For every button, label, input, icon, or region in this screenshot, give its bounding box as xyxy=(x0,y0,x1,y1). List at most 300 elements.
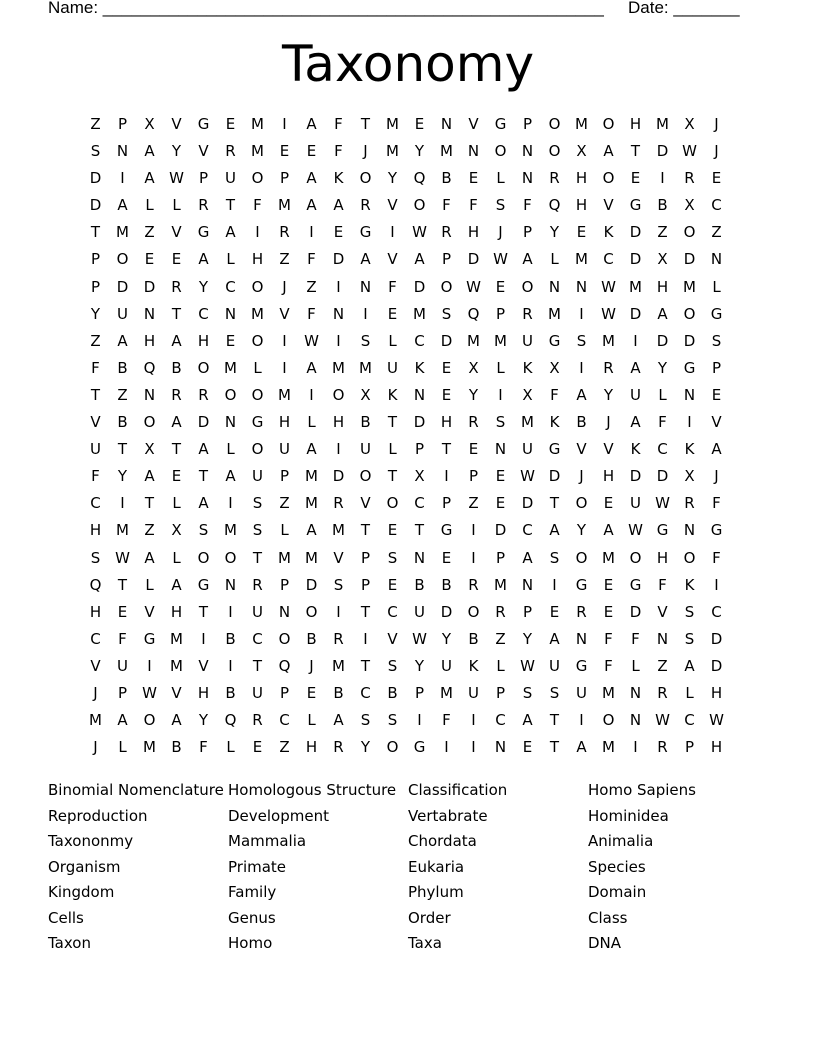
word-bank-item: Domain xyxy=(588,883,647,901)
grid-letter: N xyxy=(413,548,426,567)
grid-letter: I xyxy=(633,331,638,350)
grid-letter: V xyxy=(360,494,371,513)
grid-letter: A xyxy=(225,223,236,242)
grid-letter: A xyxy=(711,440,722,459)
grid-letter: S xyxy=(90,548,101,567)
grid-letter: V xyxy=(387,629,398,648)
grid-letter: S xyxy=(441,304,452,323)
grid-letter: S xyxy=(360,711,371,730)
grid-letter: O xyxy=(386,494,399,513)
grid-letter: F xyxy=(307,304,316,323)
grid-letter: A xyxy=(684,656,695,675)
grid-letter: O xyxy=(602,711,615,730)
grid-letter: X xyxy=(171,521,182,540)
grid-letter: F xyxy=(658,413,667,432)
grid-letter: P xyxy=(522,602,533,621)
grid-letter: C xyxy=(684,711,695,730)
grid-letter: E xyxy=(495,277,506,296)
grid-letter: U xyxy=(117,304,128,323)
grid-row xyxy=(82,490,730,517)
grid-letter: I xyxy=(120,169,125,188)
grid-letter: U xyxy=(252,467,263,486)
grid-letter: I xyxy=(633,738,638,757)
grid-letter: N xyxy=(629,683,642,702)
grid-letter: E xyxy=(144,250,155,269)
grid-letter: F xyxy=(91,467,100,486)
grid-letter: A xyxy=(117,331,128,350)
grid-letter: V xyxy=(333,548,344,567)
grid-letter: Z xyxy=(90,115,101,133)
word-bank-item: Phylum xyxy=(408,883,464,901)
grid-letter: X xyxy=(414,467,425,486)
grid-letter: L xyxy=(118,738,127,757)
grid-letter: L xyxy=(226,738,235,757)
grid-letter: D xyxy=(629,602,642,621)
grid-letter: Y xyxy=(198,277,209,296)
grid-letter: P xyxy=(468,467,479,486)
grid-letter: U xyxy=(117,656,128,675)
grid-letter: P xyxy=(117,683,128,702)
grid-letter: I xyxy=(552,575,557,594)
grid-letter: P xyxy=(441,250,452,269)
grid-letter: I xyxy=(471,738,476,757)
grid-letter: M xyxy=(278,196,291,215)
grid-letter: Q xyxy=(467,304,480,323)
grid-letter: R xyxy=(495,602,506,621)
grid-letter: T xyxy=(441,440,452,459)
grid-letter: K xyxy=(603,223,614,242)
grid-letter: A xyxy=(576,738,587,757)
grid-letter: S xyxy=(387,711,398,730)
grid-letter: I xyxy=(147,656,152,675)
grid-letter: H xyxy=(710,683,723,702)
grid-letter: R xyxy=(576,602,587,621)
word-bank-item: Reproduction xyxy=(48,806,148,825)
grid-row xyxy=(82,436,730,463)
grid-letter: O xyxy=(386,738,399,757)
grid-letter: N xyxy=(413,385,426,404)
grid-letter: S xyxy=(549,683,560,702)
grid-letter: E xyxy=(468,169,479,188)
word-bank-item: Genus xyxy=(228,908,276,927)
grid-letter: A xyxy=(198,250,209,269)
grid-letter: I xyxy=(309,223,314,242)
grid-letter: U xyxy=(279,440,290,459)
grid-letter: T xyxy=(198,467,209,486)
grid-letter: J xyxy=(579,467,584,486)
grid-letter: W xyxy=(520,467,535,486)
grid-letter: M xyxy=(116,223,129,242)
grid-letter: H xyxy=(656,277,669,296)
grid-letter: M xyxy=(413,304,426,323)
grid-letter: E xyxy=(414,115,425,133)
grid-letter: M xyxy=(629,277,642,296)
word-bank-item: Organism xyxy=(48,857,121,876)
grid-letter: I xyxy=(228,494,233,513)
grid-letter: K xyxy=(468,656,479,675)
grid-letter: D xyxy=(467,250,480,269)
grid-letter: V xyxy=(198,656,209,675)
grid-letter: A xyxy=(603,521,614,540)
grid-letter: D xyxy=(629,250,642,269)
grid-letter: C xyxy=(414,331,425,350)
grid-letter: O xyxy=(440,277,453,296)
word-bank xyxy=(48,778,768,957)
grid-letter: N xyxy=(575,277,588,296)
grid-letter: A xyxy=(522,250,533,269)
grid-letter: G xyxy=(629,196,642,215)
grid-letter: D xyxy=(440,602,453,621)
grid-letter: S xyxy=(711,331,722,350)
grid-letter: T xyxy=(387,467,398,486)
grid-letter: A xyxy=(171,575,182,594)
grid-letter: W xyxy=(412,223,427,242)
grid-letter: B xyxy=(441,169,452,188)
grid-letter: Z xyxy=(495,629,506,648)
grid-row xyxy=(82,463,730,490)
word-search-grid xyxy=(82,111,730,761)
grid-letter: S xyxy=(90,142,101,161)
word-bank-item: Kingdom xyxy=(48,883,115,901)
grid-letter: E xyxy=(495,467,506,486)
grid-letter: G xyxy=(629,575,642,594)
grid-letter: N xyxy=(521,575,534,594)
grid-letter: A xyxy=(144,169,155,188)
grid-letter: T xyxy=(360,115,371,133)
grid-letter: V xyxy=(90,413,101,432)
grid-letter: S xyxy=(684,602,695,621)
grid-letter: B xyxy=(468,629,479,648)
word-bank-item: Cells xyxy=(48,908,84,927)
grid-letter: V xyxy=(603,196,614,215)
grid-letter: O xyxy=(251,440,264,459)
grid-letter: Q xyxy=(89,575,102,594)
grid-letter: N xyxy=(521,142,534,161)
grid-letter: A xyxy=(306,358,317,377)
grid-letter: Q xyxy=(224,711,237,730)
grid-row xyxy=(82,545,730,572)
word-bank-item: Family xyxy=(228,883,277,901)
grid-letter: A xyxy=(117,196,128,215)
grid-letter: I xyxy=(228,602,233,621)
grid-letter: V xyxy=(468,115,479,133)
grid-letter: C xyxy=(603,250,614,269)
grid-letter: D xyxy=(710,629,723,648)
grid-letter: L xyxy=(496,656,505,675)
grid-letter: G xyxy=(710,304,723,323)
grid-row xyxy=(82,274,730,301)
grid-letter: K xyxy=(684,575,695,594)
grid-letter: I xyxy=(282,115,287,133)
grid-letter: U xyxy=(549,656,560,675)
grid-letter: E xyxy=(495,494,506,513)
grid-letter: D xyxy=(494,521,507,540)
grid-letter: T xyxy=(117,575,128,594)
grid-letter: O xyxy=(683,304,696,323)
grid-letter: Y xyxy=(549,223,560,242)
grid-letter: F xyxy=(307,250,316,269)
grid-letter: L xyxy=(631,656,640,675)
grid-letter: O xyxy=(413,196,426,215)
grid-letter: A xyxy=(117,711,128,730)
grid-letter: M xyxy=(575,250,588,269)
grid-letter: F xyxy=(91,358,100,377)
grid-letter: D xyxy=(656,142,669,161)
grid-letter: S xyxy=(360,331,371,350)
grid-letter: X xyxy=(684,115,695,133)
grid-letter: E xyxy=(252,738,263,757)
grid-letter: H xyxy=(440,413,453,432)
grid-letter: G xyxy=(197,115,210,133)
grid-letter: F xyxy=(334,142,343,161)
grid-letter: E xyxy=(171,467,182,486)
grid-letter: N xyxy=(278,602,291,621)
grid-letter: Q xyxy=(548,196,561,215)
grid-letter: Z xyxy=(279,250,290,269)
grid-letter: Z xyxy=(468,494,479,513)
grid-letter: J xyxy=(93,683,98,702)
grid-letter: E xyxy=(549,602,560,621)
grid-letter: N xyxy=(143,304,156,323)
grid-row xyxy=(82,572,730,599)
grid-letter: P xyxy=(117,115,128,133)
grid-letter: M xyxy=(386,142,399,161)
grid-letter: T xyxy=(360,602,371,621)
word-bank-item: Taxon xyxy=(48,934,91,952)
grid-letter: I xyxy=(363,304,368,323)
grid-letter: M xyxy=(224,358,237,377)
grid-letter: V xyxy=(387,250,398,269)
grid-letter: Z xyxy=(711,223,722,242)
grid-letter: U xyxy=(90,440,101,459)
grid-letter: L xyxy=(253,358,262,377)
grid-letter: Q xyxy=(143,358,156,377)
grid-letter: T xyxy=(387,413,398,432)
grid-letter: S xyxy=(333,575,344,594)
grid-letter: H xyxy=(89,602,102,621)
grid-letter: J xyxy=(309,656,314,675)
grid-letter: D xyxy=(413,413,426,432)
grid-letter: C xyxy=(387,602,398,621)
grid-letter: C xyxy=(711,602,722,621)
grid-row xyxy=(82,246,730,273)
grid-letter: U xyxy=(441,656,452,675)
grid-letter: L xyxy=(145,196,154,215)
grid-letter: M xyxy=(575,115,588,133)
grid-letter: A xyxy=(306,115,317,133)
grid-letter: N xyxy=(575,629,588,648)
grid-letter: O xyxy=(575,548,588,567)
grid-letter: Y xyxy=(603,385,614,404)
grid-letter: U xyxy=(360,440,371,459)
grid-letter: V xyxy=(387,196,398,215)
grid-letter: N xyxy=(683,521,696,540)
grid-letter: F xyxy=(442,711,451,730)
grid-letter: R xyxy=(603,358,614,377)
grid-letter: H xyxy=(575,169,588,188)
grid-letter: A xyxy=(306,521,317,540)
grid-letter: G xyxy=(251,413,264,432)
grid-letter: H xyxy=(467,223,480,242)
grid-letter: I xyxy=(120,494,125,513)
grid-letter: R xyxy=(549,169,560,188)
grid-letter: O xyxy=(278,629,291,648)
word-bank-item: Homo Sapiens xyxy=(588,781,696,799)
word-bank-item: Homologous Structure xyxy=(228,781,397,799)
grid-letter: D xyxy=(629,304,642,323)
grid-letter: D xyxy=(305,575,318,594)
grid-row xyxy=(82,165,730,192)
grid-letter: I xyxy=(228,656,233,675)
grid-letter: M xyxy=(332,358,345,377)
grid-letter: M xyxy=(170,629,183,648)
grid-letter: O xyxy=(251,277,264,296)
grid-letter: X xyxy=(576,142,587,161)
grid-letter: N xyxy=(548,277,561,296)
grid-letter: D xyxy=(413,277,426,296)
grid-letter: Y xyxy=(117,467,128,486)
grid-letter: M xyxy=(494,331,507,350)
grid-row xyxy=(82,653,730,680)
grid-letter: D xyxy=(197,413,210,432)
grid-letter: M xyxy=(170,656,183,675)
grid-letter: N xyxy=(494,738,507,757)
date-field-line: Date: _______ xyxy=(628,0,740,17)
grid-letter: T xyxy=(549,738,560,757)
grid-letter: A xyxy=(306,440,317,459)
grid-letter: E xyxy=(333,223,344,242)
grid-letter: B xyxy=(117,358,128,377)
grid-letter: M xyxy=(656,115,669,133)
grid-letter: O xyxy=(224,548,237,567)
grid-letter: R xyxy=(171,277,182,296)
grid-letter: E xyxy=(441,358,452,377)
grid-letter: I xyxy=(390,223,395,242)
grid-letter: M xyxy=(683,277,696,296)
grid-letter: C xyxy=(414,494,425,513)
grid-letter: R xyxy=(684,169,695,188)
grid-letter: O xyxy=(197,548,210,567)
grid-letter: M xyxy=(332,521,345,540)
grid-letter: X xyxy=(522,385,533,404)
grid-letter: V xyxy=(657,602,668,621)
grid-letter: Y xyxy=(414,656,425,675)
grid-letter: G xyxy=(359,223,372,242)
grid-letter: I xyxy=(309,385,314,404)
grid-row xyxy=(82,328,730,355)
grid-letter: S xyxy=(684,629,695,648)
grid-letter: S xyxy=(495,196,506,215)
grid-letter: D xyxy=(521,494,534,513)
grid-letter: A xyxy=(630,358,641,377)
grid-letter: B xyxy=(171,738,182,757)
grid-letter: C xyxy=(279,711,290,730)
grid-row xyxy=(82,707,730,734)
grid-letter: N xyxy=(224,575,237,594)
grid-letter: O xyxy=(359,467,372,486)
grid-row xyxy=(82,734,730,761)
grid-letter: X xyxy=(144,115,155,133)
grid-letter: X xyxy=(360,385,371,404)
grid-letter: L xyxy=(496,169,505,188)
grid-letter: I xyxy=(444,467,449,486)
grid-letter: I xyxy=(471,548,476,567)
grid-letter: B xyxy=(360,413,371,432)
grid-letter: Z xyxy=(144,223,155,242)
grid-letter: I xyxy=(363,629,368,648)
grid-letter: P xyxy=(279,683,290,702)
grid-letter: T xyxy=(414,521,425,540)
grid-letter: H xyxy=(251,250,264,269)
grid-letter: N xyxy=(332,304,345,323)
grid-letter: H xyxy=(305,738,318,757)
grid-letter: B xyxy=(225,629,236,648)
word-bank-item: Development xyxy=(228,806,329,825)
grid-letter: E xyxy=(630,169,641,188)
grid-letter: H xyxy=(710,738,723,757)
grid-letter: O xyxy=(629,548,642,567)
grid-letter: P xyxy=(360,575,371,594)
word-bank-item: Vertabrate xyxy=(408,806,488,825)
grid-letter: P xyxy=(684,738,695,757)
grid-letter: T xyxy=(171,304,182,323)
grid-letter: W xyxy=(304,331,319,350)
grid-letter: E xyxy=(441,385,452,404)
grid-letter: U xyxy=(225,169,236,188)
grid-letter: R xyxy=(198,385,209,404)
grid-letter: G xyxy=(683,358,696,377)
grid-letter: U xyxy=(387,358,398,377)
grid-letter: V xyxy=(171,115,182,133)
grid-letter: M xyxy=(440,142,453,161)
grid-letter: N xyxy=(656,629,669,648)
grid-letter: Z xyxy=(144,521,155,540)
grid-letter: P xyxy=(90,250,101,269)
grid-letter: V xyxy=(198,142,209,161)
grid-letter: U xyxy=(522,440,533,459)
grid-row xyxy=(82,680,730,707)
grid-letter: I xyxy=(471,521,476,540)
grid-letter: D xyxy=(629,223,642,242)
grid-letter: J xyxy=(714,142,719,161)
grid-letter: A xyxy=(198,494,209,513)
grid-letter: A xyxy=(198,440,209,459)
grid-letter: G xyxy=(494,115,507,133)
grid-letter: L xyxy=(658,385,667,404)
grid-letter: I xyxy=(336,331,341,350)
grid-letter: M xyxy=(332,656,345,675)
grid-letter: D xyxy=(143,277,156,296)
grid-letter: P xyxy=(522,223,533,242)
grid-letter: E xyxy=(603,602,614,621)
grid-letter: P xyxy=(198,169,209,188)
grid-letter: F xyxy=(469,196,478,215)
grid-letter: D xyxy=(116,277,129,296)
grid-letter: G xyxy=(197,575,210,594)
grid-letter: H xyxy=(170,602,183,621)
grid-letter: P xyxy=(414,683,425,702)
grid-letter: H xyxy=(89,521,102,540)
grid-letter: N xyxy=(494,440,507,459)
grid-letter: O xyxy=(116,250,129,269)
grid-letter: C xyxy=(90,494,101,513)
grid-letter: W xyxy=(655,494,670,513)
grid-letter: U xyxy=(522,331,533,350)
grid-letter: O xyxy=(305,602,318,621)
grid-letter: Y xyxy=(468,385,479,404)
grid-letter: N xyxy=(683,385,696,404)
grid-letter: A xyxy=(171,331,182,350)
